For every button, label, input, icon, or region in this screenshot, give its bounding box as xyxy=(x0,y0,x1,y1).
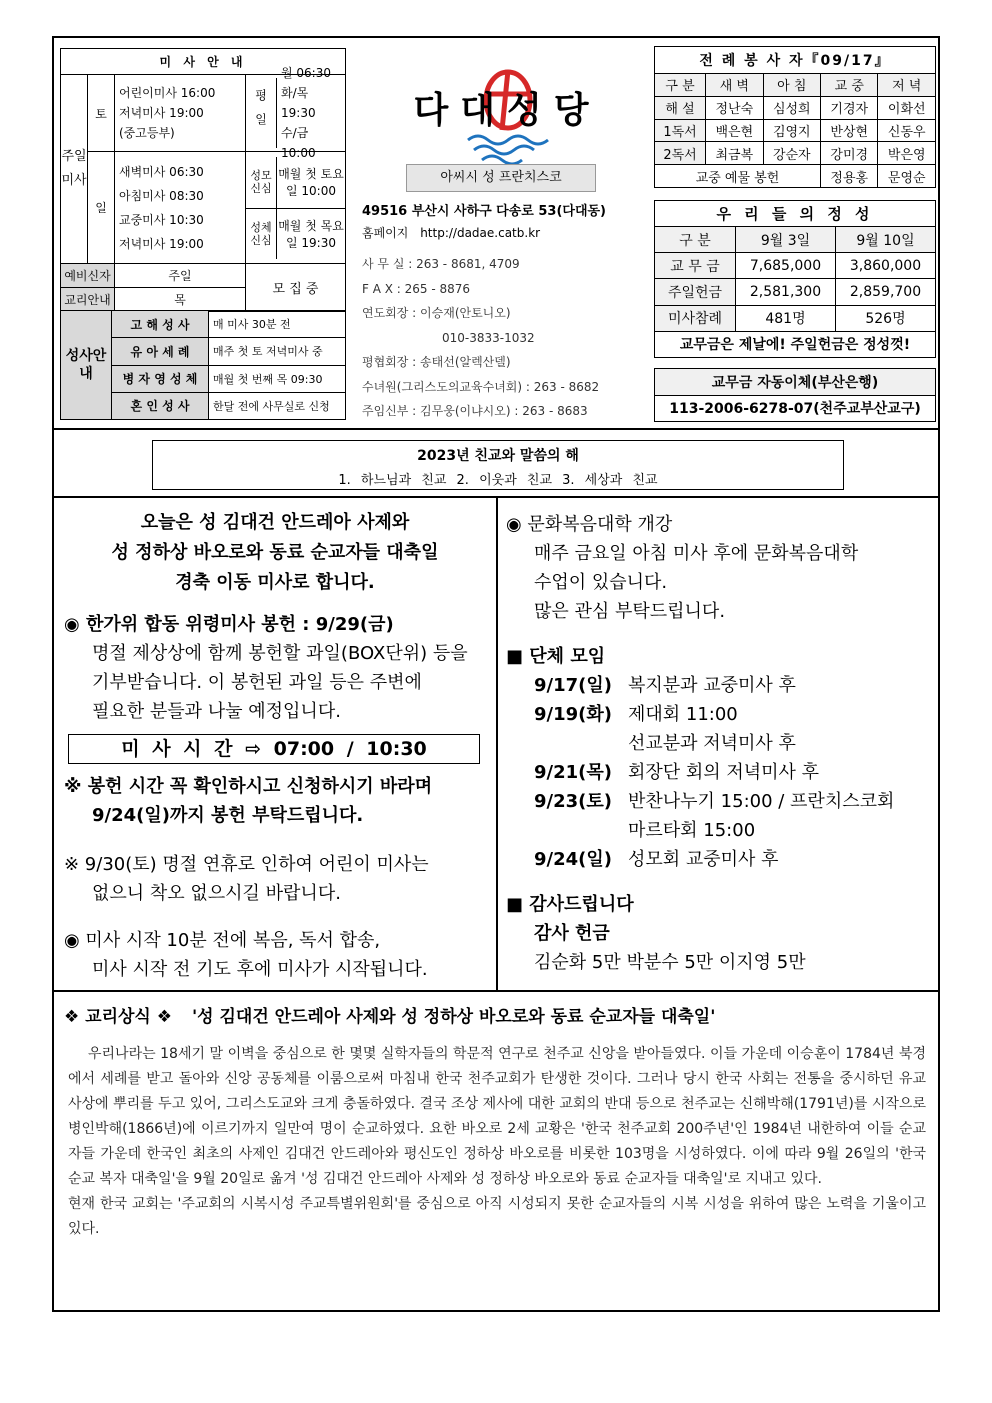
group-row: 9/24(일) 성모회 교중미사 후 xyxy=(534,849,779,870)
weekday-times: 월 06:30 화/목 19:30 수/금 10:00 xyxy=(281,66,331,161)
finance-value: 2,859,700 xyxy=(835,279,935,305)
catechism-divider xyxy=(54,990,938,992)
note-3: ◉ 미사 시작 10분 전에 복음, 독서 합송, 미사 시작 전 기도 후에 미사가 시작됩니다. xyxy=(64,930,428,980)
finance-header: 9월 3일 xyxy=(736,227,836,253)
mass-time-box: 미 사 시 간 ⇨ 07:00 / 10:30 xyxy=(68,734,480,764)
chuseok-body: 명절 제상상에 함께 봉헌할 과일(BOX단위) 등을 기부받습니다. 이 봉헌된 과일 등은 주변에 필요한 분들과 나눌 예정입니다. xyxy=(92,643,468,722)
devotion1-time: 매월 첫 토요일 10:00 xyxy=(278,167,344,199)
devotion1-label: 성모신심 xyxy=(246,157,277,208)
note-2: ※ 9/30(토) 명절 연휴로 인하여 어린이 미사는 없으니 착오 없으시길 바랍니다. xyxy=(64,854,429,904)
homepage-row xyxy=(362,224,540,241)
server-name: 반상현 xyxy=(821,119,878,142)
server-name: 정난숙 xyxy=(706,96,763,119)
servers-title: 전 례 봉 사 자『09/17』 xyxy=(655,47,936,74)
finance-row-label: 미사참례 xyxy=(655,305,736,331)
server-name: 신동우 xyxy=(878,119,936,142)
catechism-p1: 우리나라는 18세기 말 이벽을 중심으로 한 몇몇 실학자들의 학문적 연구로 천주교 신앙을 받아들였다. 이들 가운데 이승훈이 1784년 북경에서 세례를 받고 돌아와 신앙 공동체를 이룸으로써 마침내 한국 천주교회가 탄생한 것이다. 그러나 당시 한국 사회는 전통을 중시하던 유교 사상에 뿌리를 두고 있어, 그리스도교와 크게 충돌하였다. 결국 조상 제사에 대한 교회의 반대 등으로 천주교는 신해박해(1791년)를 시작으로 병인박해(1866년)에 이르기까지 일만여 명이 순교하였다. 요한 바오로 2세 교황은 '한국 천주교회 200주년'인 1984년 내한하여 이들 순교자들 가운데 한국인 최초의 사제인 김대건 안드레아와 평신도인 정하상 바오로를 비롯한 103명을 시성하였다. 이에 따라 9월 26일의 '한국 순교 복자 대축일'을 9월 20일로 옮겨 '성 김대건 안드레아 사제와 성 정하상 바오로와 동료 순교자들 대축일'로 지내고 있다. xyxy=(68,1046,926,1187)
sacrament-name: 혼 인 성 사 xyxy=(112,392,209,419)
thanks-title: ■ 감사드립니다 xyxy=(506,894,634,915)
servers-header: 새 벽 xyxy=(706,73,763,96)
groups-section xyxy=(506,642,934,874)
server-name: 기경자 xyxy=(821,96,878,119)
contact-line: 수녀원(그리스도의교육수녀회) : 263 - 8682 xyxy=(362,379,600,394)
contact-line: 010-3833-1032 xyxy=(442,330,535,345)
weekday-label: 평일 xyxy=(246,78,277,148)
page-frame xyxy=(52,36,940,1312)
sacrament-info: 한달 전에 사무실로 신청 xyxy=(209,392,346,419)
weekday-cell xyxy=(246,66,346,161)
sacrament-info: 매 미사 30분 전 xyxy=(209,311,346,338)
catechism-heading xyxy=(64,1002,930,1027)
finance-value: 481명 xyxy=(736,305,836,331)
parish-name: 다대성당 xyxy=(413,90,601,131)
mass-table xyxy=(60,48,346,312)
finance-value: 526명 xyxy=(835,305,935,331)
group-row: 9/21(목) 회장단 회의 저녁미사 후 xyxy=(534,762,820,783)
theme-title: 2023년 친교와 말씀의 해 xyxy=(417,448,579,464)
groups-title: ■ 단체 모임 xyxy=(506,646,606,667)
servers-header: 구 분 xyxy=(655,73,706,96)
devotion2-label: 성체신심 xyxy=(246,209,277,259)
catechism-title: ❖ 교리상식 ❖ xyxy=(64,1007,173,1027)
sacrament-info: 매주 첫 토 저녁미사 중 xyxy=(209,338,346,365)
offering-label: 교중 예물 봉헌 xyxy=(655,165,821,188)
catechism-day: 목 xyxy=(115,288,246,312)
offering-name: 문영순 xyxy=(878,165,936,188)
catechism-label: 교리안내 xyxy=(61,288,115,312)
server-name: 김영지 xyxy=(763,119,820,142)
server-name: 강미경 xyxy=(821,142,878,165)
sat-times: 어린이미사 16:00 저녁미사 19:00 (중고등부) xyxy=(115,75,246,152)
finance-value: 2,581,300 xyxy=(736,279,836,305)
offering-name: 정용홍 xyxy=(821,165,878,188)
chuseok-title: ◉ 한가위 합동 위령미사 봉헌 : 9/29(금) xyxy=(64,614,394,635)
server-name: 백은현 xyxy=(706,119,763,142)
catechumen-day: 주일 xyxy=(115,264,246,288)
culture-section xyxy=(506,510,934,626)
sat-label: 토 xyxy=(88,75,115,152)
contact-line: F A X : 265 - 8876 xyxy=(362,281,471,296)
sun-label: 일 xyxy=(88,152,115,264)
header-divider xyxy=(54,428,938,430)
servers-role: 1독서 xyxy=(655,119,706,142)
theme-items: 1. 하느님과 친교 2. 이웃과 친교 3. 세상과 친교 xyxy=(338,473,658,488)
theme-box xyxy=(152,440,844,490)
parish-address: 49516 부산시 사하구 다송로 53(다대동) xyxy=(362,204,607,219)
devotion-cell xyxy=(246,152,346,264)
servers-header: 아 침 xyxy=(763,73,820,96)
sacraments-label: 성사안내 xyxy=(61,311,112,420)
patron-box: 아씨시 성 프란치스코 xyxy=(406,164,596,192)
column-divider xyxy=(496,496,498,990)
servers-header: 교 중 xyxy=(821,73,878,96)
group-row: 선교분과 저녁미사 후 xyxy=(628,733,796,754)
autopay-account: 113-2006-6278-07(천주교부산교구) xyxy=(655,395,936,422)
catechism-p2: 현재 한국 교회는 '주교회의 시복시성 주교특별위원회'를 중심으로 아직 시성되지 못한 순교자들의 시복 시성을 위하여 많은 노력을 기울이고 있다. xyxy=(68,1196,926,1237)
chuseok-section xyxy=(64,610,492,726)
homepage-link[interactable]: http://dadae.catb.kr xyxy=(420,226,541,240)
thanks-names: 김순화 5만 박분수 5만 이지영 5만 xyxy=(534,952,806,973)
finance-header: 9월 10일 xyxy=(835,227,935,253)
sacrament-name: 유 아 세 례 xyxy=(112,338,209,365)
finance-table xyxy=(654,200,936,358)
sacraments-table xyxy=(60,310,346,420)
finance-row-label: 주일헌금 xyxy=(655,279,736,305)
contact-line: 주임신부 : 김무웅(이냐시오) : 263 - 8683 xyxy=(362,404,588,418)
group-row: 9/17(일) 복지분과 교중미사 후 xyxy=(534,675,796,696)
contact-line: 사 무 실 : 263 - 8681, 4709 xyxy=(362,257,520,271)
servers-table xyxy=(654,46,936,188)
server-name: 강순자 xyxy=(763,142,820,165)
sacrament-name: 고 해 성 사 xyxy=(112,311,209,338)
group-row: 9/19(화) 제대회 11:00 xyxy=(534,704,738,725)
culture-body: 매주 금요일 아침 미사 후에 문화복음대학 수업이 있습니다. 많은 관심 부탁드립니다. xyxy=(534,543,859,622)
sun-times: 새벽미사 06:30 아침미사 08:30 교중미사 10:30 저녁미사 19:00 xyxy=(115,152,246,264)
culture-title: ◉ 문화복음대학 개강 xyxy=(506,514,673,535)
server-name: 최금복 xyxy=(706,142,763,165)
server-name: 이화선 xyxy=(878,96,936,119)
note-1: ※ 봉헌 시간 꼭 확인하시고 신청하시기 바라며 9/24(일)까지 봉헌 부탁드립니다. xyxy=(64,776,433,826)
contacts xyxy=(362,252,599,424)
servers-header: 저 녁 xyxy=(878,73,936,96)
headline: 오늘은 성 김대건 안드레아 사제와 성 정하상 바오로와 동료 순교자들 대축일 경축 이동 미사로 합니다. xyxy=(111,512,439,593)
contact-line: 평협회장 : 송태선(알렉산델) xyxy=(362,355,511,369)
sunday-mass-label: 주일미사 xyxy=(61,75,88,264)
servers-role: 2독서 xyxy=(655,142,706,165)
autopay-title: 교무금 자동이체(부산은행) xyxy=(655,369,936,396)
catechism-body xyxy=(68,1042,926,1242)
group-row: 마르타회 15:00 xyxy=(628,820,756,841)
finance-value: 3,860,000 xyxy=(835,253,935,279)
devotion2-time: 매월 첫 목요일 19:30 xyxy=(278,218,344,250)
sacrament-info: 매월 첫 번째 목 09:30 xyxy=(209,365,346,392)
thanks-section xyxy=(506,890,934,977)
sacrament-name: 병 자 영 성 체 xyxy=(112,365,209,392)
parish-logo xyxy=(382,66,632,164)
catechism-subtitle: '성 김대건 안드레아 사제와 성 정하상 바오로와 동료 순교자들 대축일' xyxy=(191,1007,716,1027)
finance-row-label: 교 무 금 xyxy=(655,253,736,279)
finance-title: 우 리 들 의 정 성 xyxy=(655,201,936,227)
catechumen-label: 예비신자 xyxy=(61,264,115,288)
contact-line: 연도회장 : 이승재(안토니오) xyxy=(362,306,511,320)
recruiting-text: 모 집 중 xyxy=(246,264,346,312)
thanks-sub: 감사 헌금 xyxy=(534,923,610,944)
finance-note: 교무금은 제날에! 주일헌금은 정성껏! xyxy=(655,331,936,357)
server-name: 심성희 xyxy=(763,96,820,119)
autopay-table xyxy=(654,368,936,422)
homepage-label: 홈페이지 xyxy=(362,226,409,240)
server-name: 박은영 xyxy=(878,142,936,165)
finance-value: 7,685,000 xyxy=(736,253,836,279)
servers-role: 해 설 xyxy=(655,96,706,119)
finance-header: 구 분 xyxy=(655,227,736,253)
group-row: 9/23(토) 반찬나누기 15:00 / 프란치스코회 xyxy=(534,791,895,812)
mass-title: 미 사 안 내 xyxy=(61,49,346,75)
